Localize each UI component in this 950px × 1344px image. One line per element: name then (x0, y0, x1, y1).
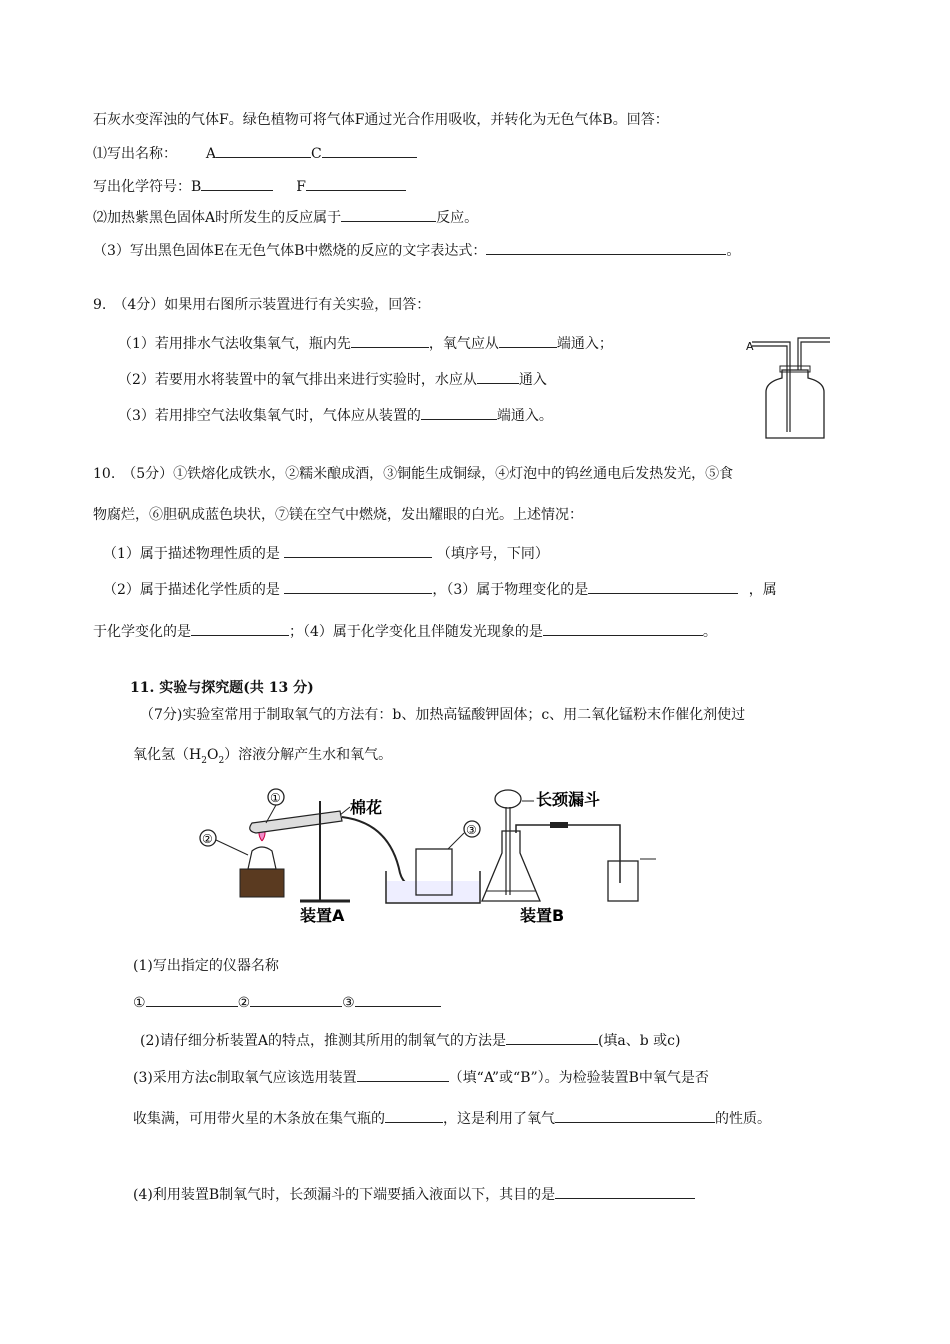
q9-blank-3[interactable] (477, 369, 519, 384)
q9-sub3-a: （3）若用排空气法收集氧气时，气体应从装置的 (118, 408, 421, 424)
q11-title: 11. 实验与探究题(共 13 分) (130, 680, 314, 696)
q10-blank-1[interactable] (284, 543, 432, 558)
q8-blank-reaction[interactable] (341, 207, 436, 222)
q10-sub2-b: ，（3）属于物理变化的是 (432, 582, 589, 598)
q8-part1-a: A (205, 146, 217, 162)
q10-sub2 (103, 579, 777, 599)
q9-blank-2[interactable] (499, 333, 557, 348)
q10-sub2-a: （2）属于描述化学性质的是 (103, 582, 280, 598)
fig-funnel: 长颈漏斗 (536, 790, 601, 809)
q11-blank-purpose[interactable] (555, 1184, 695, 1199)
q9-blank-4[interactable] (421, 405, 497, 420)
fig-label-3: ③ (466, 823, 477, 837)
q8-part2-text: ⑵加热紫黑色固体A时所发生的反应属于 (93, 210, 342, 226)
q11-part3-c: 收集满，可用带火星的木条放在集气瓶的 (133, 1111, 385, 1127)
q11-intro2-b: O (206, 747, 219, 763)
q11-part3-a: (3)采用方法c制取氧气应该选用装置 (133, 1070, 357, 1086)
q8-part1b-f: F (296, 179, 306, 195)
q10-sub3 (93, 621, 717, 641)
q8-blank-equation[interactable] (486, 240, 726, 255)
q8-part2 (93, 207, 478, 227)
q11-blank-2[interactable] (250, 992, 342, 1007)
q8-blank-a[interactable] (216, 143, 311, 158)
fig-cotton: 棉花 (350, 798, 383, 817)
q11-blank-property[interactable] (555, 1108, 715, 1123)
q9-blank-1[interactable] (351, 333, 429, 348)
q11-part2 (140, 1030, 680, 1050)
q11-part1: (1)写出指定的仪器名称 (133, 958, 279, 974)
q9-sub2-a: （2）若要用水将装置中的氧气排出来进行实验时，水应从 (118, 372, 477, 388)
q10-line2: 物腐烂，⑥胆矾成蓝色块状，⑦镁在空气中燃烧，发出耀眼的白光。上述情况： (93, 507, 583, 523)
q8-part3-end: 。 (726, 243, 741, 259)
q10-sub3-a: 于化学变化的是 (93, 624, 191, 640)
q11-mark-3: ③ (342, 995, 355, 1011)
q9-sub1 (118, 333, 613, 353)
q11-part2-a: (2)请仔细分析装置A的特点，推测其所用的制氧气的方法是 (140, 1033, 506, 1049)
q8-blank-c[interactable] (322, 143, 417, 158)
q10-blank-4[interactable] (191, 621, 289, 636)
q11-blank-1[interactable] (146, 992, 238, 1007)
q11-part4 (133, 1184, 695, 1204)
q9-sub3 (118, 405, 553, 425)
q9-title: 9. （4分）如果用右图所示装置进行有关实验，回答： (93, 297, 431, 313)
q10-sub3-c: 。 (702, 624, 717, 640)
q11-intro2-c: ）溶液分解产生水和氧气。 (224, 747, 393, 763)
q10-sub2-c: ，属 (748, 582, 777, 598)
q11-intro1: （7分)实验室常用于制取氧气的方法有：b、加热高锰酸钾固体；c、用二氧化锰粉末作催化剂使过 (140, 707, 746, 723)
q10-blank-5[interactable] (543, 621, 703, 636)
q11-mark-1: ① (133, 995, 146, 1011)
q11-part4-a: (4)利用装置B制氧气时，长颈漏斗的下端要插入液面以下，其目的是 (133, 1187, 556, 1203)
q8-part1-c: C (311, 146, 322, 162)
q11-mark-2: ② (237, 995, 251, 1011)
q10-sub3-b: ；（4）属于化学变化且伴随发光现象的是 (289, 624, 543, 640)
q10-blank-3[interactable] (588, 579, 738, 594)
q11-blank-device[interactable] (357, 1067, 449, 1082)
q11-part1-blanks (133, 992, 441, 1012)
q8-blank-f[interactable] (306, 176, 406, 191)
q8-blank-b[interactable] (201, 176, 273, 191)
q9-bottle-figure (742, 330, 837, 442)
q9-sub1-b: ，氧气应从 (428, 336, 499, 352)
q8-intro: 石灰水变浑浊的气体F。绿色植物可将气体F通过光合作用吸收，并转化为无色气体B。回答： (93, 112, 669, 128)
q9-sub2 (118, 369, 547, 389)
q11-intro2-sub1: 2 (201, 755, 207, 766)
q10-blank-2[interactable] (284, 579, 432, 594)
q10-sub1 (103, 543, 549, 563)
q11-part2-b: (填a、b 或c) (597, 1033, 681, 1049)
q8-part2-end: 反应。 (436, 210, 479, 226)
q11-blank-3[interactable] (355, 992, 441, 1007)
q10-sub1-a: （1）属于描述物理性质的是 (103, 546, 280, 562)
fig-device-b: 装置B (520, 906, 565, 925)
q11-part3-b: （填“A”或“B”）。为检验装置B中氧气是否 (448, 1070, 709, 1086)
q11-part3 (133, 1067, 709, 1087)
q9-sub3-b: 端通入。 (496, 408, 553, 424)
q9-sub1-a: （1）若用排水气法收集氧气，瓶内先 (118, 336, 351, 352)
q8-part3 (93, 240, 740, 260)
q11-intro2-a: 氧化氢（H (133, 747, 202, 763)
q9-fig-label-a: A (746, 340, 754, 353)
q8-part1-label: ⑴写出名称： (93, 146, 177, 162)
q8-part1 (93, 143, 417, 163)
q8-part1b-label: 写出化学符号：B (93, 179, 202, 195)
q11-blank-position[interactable] (385, 1108, 443, 1123)
fig-label-2: ② (202, 832, 213, 846)
q9-sub2-b: 通入 (518, 372, 547, 388)
q10-sub1-b: （填序号，下同） (436, 546, 549, 562)
q11-intro2-sub2: 2 (218, 755, 225, 766)
q11-part3-d: ，这是利用了氧气 (443, 1111, 555, 1127)
fig-label-1: ① (270, 791, 281, 805)
q11-intro2 (133, 746, 392, 770)
q10-line1: 10. （5分）①铁熔化成铁水，②糯米酿成酒，③铜能生成铜绿，④灯泡中的钨丝通电后发热发光，⑤食 (93, 466, 734, 482)
q11-part3-cont (133, 1108, 771, 1128)
q11-blank-method[interactable] (506, 1030, 598, 1045)
q8-part3-text: （3）写出黑色固体E在无色气体B中燃烧的反应的文字表达式： (93, 243, 487, 259)
q11-part3-e: 的性质。 (715, 1111, 771, 1127)
q9-sub1-c: 端通入； (556, 336, 613, 352)
fig-device-a: 装置A (300, 906, 345, 925)
q11-apparatus-figure (190, 783, 670, 928)
q8-part1b (93, 176, 406, 196)
